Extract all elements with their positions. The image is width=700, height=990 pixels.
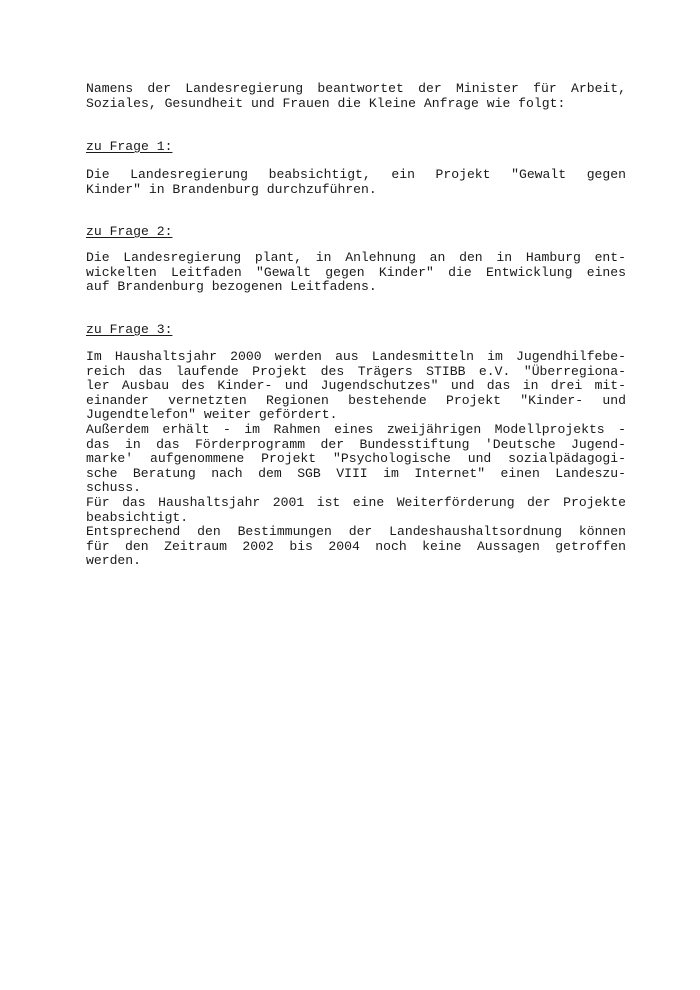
answer-line: Entsprechend den Bestimmungen der Landeshaushaltsordnung können bbox=[86, 524, 626, 540]
answer-line: Im Haushaltsjahr 2000 werden aus Landesmitteln im Jugendhilfebe- bbox=[86, 349, 626, 364]
answer-line: Jugendtelefon" weiter gefördert. bbox=[86, 407, 338, 423]
answer-line: Außerdem erhält - im Rahmen eines zweijährigen Modellprojekts - bbox=[86, 421, 626, 437]
intro-paragraph bbox=[86, 82, 626, 111]
answer-frage-2 bbox=[86, 251, 626, 295]
answer-frage-1 bbox=[86, 168, 626, 197]
answer-line: Die Landesregierung plant, in Anlehnung an den in Hamburg ent- bbox=[86, 250, 626, 265]
answer-line: einander vernetzten Regionen bestehende Projekt "Kinder- und bbox=[86, 392, 626, 408]
intro-line: Namens der Landesregierung beantwortet der Minister für Arbeit, bbox=[86, 81, 626, 96]
answer-line: beabsichtigt. bbox=[86, 509, 189, 525]
section-heading-frage-1: zu Frage 1: bbox=[86, 139, 173, 154]
answer-line: ler Ausbau des Kinder- und Jugendschutzes" und das in drei mit- bbox=[86, 378, 626, 394]
answer-line: sche Beratung nach dem SGB VIII im Internet" einen Landeszu- bbox=[86, 465, 626, 481]
answer-line: schuss. bbox=[86, 480, 142, 496]
answer-frage-3 bbox=[86, 350, 626, 569]
answer-line: werden. bbox=[86, 553, 142, 569]
answer-line: das in das Förderprogramm der Bundesstiftung 'Deutsche Jugend- bbox=[86, 436, 626, 452]
answer-line: Kinder" in Brandenburg durchzuführen. bbox=[86, 181, 377, 197]
answer-line: reich das laufende Projekt des Trägers STIBB e.V. "Überregiona- bbox=[86, 363, 626, 379]
answer-line: auf Brandenburg bezogenen Leitfadens. bbox=[86, 279, 377, 295]
answer-line: wickelten Leitfaden "Gewalt gegen Kinder" die Entwicklung eines bbox=[86, 264, 626, 280]
section-heading-frage-3: zu Frage 3: bbox=[86, 322, 173, 337]
answer-line: für den Zeitraum 2002 bis 2004 noch keine Aussagen getroffen bbox=[86, 538, 626, 554]
section-heading-frage-2: zu Frage 2: bbox=[86, 224, 173, 239]
intro-line: Soziales, Gesundheit und Frauen die Kleine Anfrage wie folgt: bbox=[86, 95, 566, 111]
answer-line: Die Landesregierung beabsichtigt, ein Projekt "Gewalt gegen bbox=[86, 167, 626, 182]
answer-line: marke' aufgenommene Projekt "Psychologische und sozialpädagogi- bbox=[86, 451, 626, 467]
answer-line: Für das Haushaltsjahr 2001 ist eine Weiterförderung der Projekte bbox=[86, 494, 626, 510]
